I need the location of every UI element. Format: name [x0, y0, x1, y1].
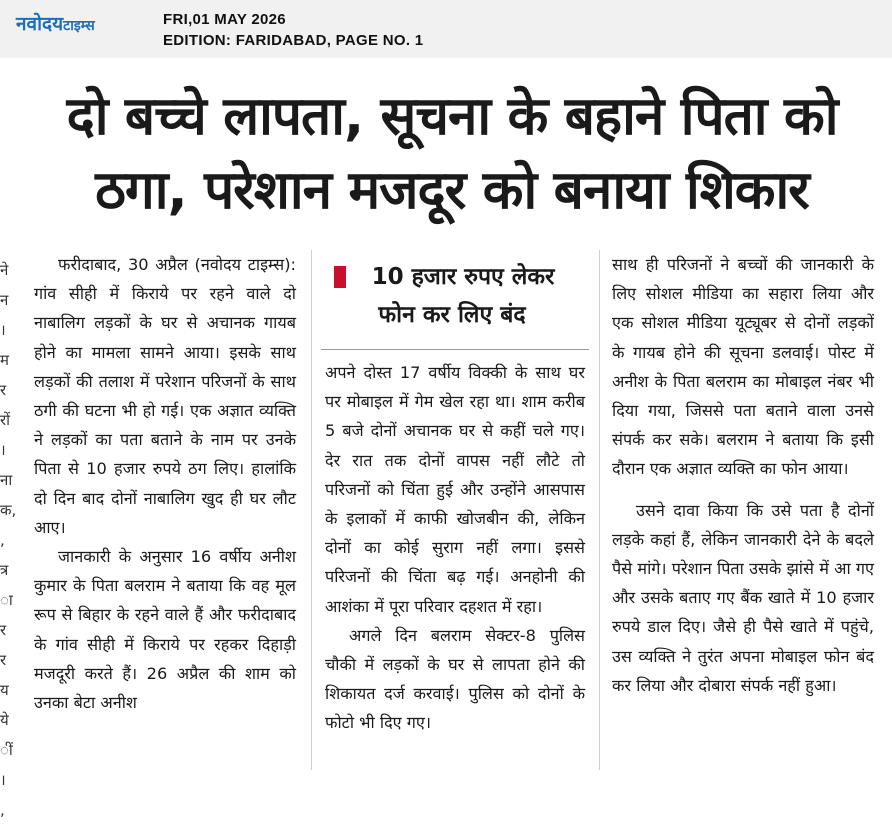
edition-date: FRI,01 MAY 2026: [163, 11, 286, 28]
clipped-text-fragment: ीं: [0, 741, 13, 759]
clipped-text-fragment: ने: [0, 261, 9, 279]
paragraph: फरीदाबाद, 30 अप्रैल (नवोदय टाइम्स): गांव सीही में किराये पर रहने वाले दो नाबालिग लड़कों के घर से अचानक गायब होने का मामला सामने आया। इसके साथ लड़कों की तलाश में परेशान परिजनों के साथ ठगी की घटना भी हो गई। एक अज्ञात व्यक्ति ने लड़कों का पता बताने के नाम पर उनके पिता से 10 हजार रुपये ठग लिए। हालांकि दो दिन बाद दोनों नाबालिग खुद ही घर लौट आए।: [34, 255, 296, 537]
clipped-text-fragment: य: [0, 681, 9, 699]
paragraph: साथ ही परिजनों ने बच्चों की जानकारी के लिए सोशल मीडिया का सहारा लिया और एक सोशल मीडिया यूट्यूबर से दोनों लड़कों के गायब होने की सूचना डलवाई। पोस्ट में अनीश के पिता बलराम का मोबाइल नंबर भी दिया गया, जिससे पता बताने वाला उनसे संपर्क कर सके। बलराम ने बताया कि इसी दौरान एक अज्ञात व्यक्ति का फोन आया।: [612, 255, 874, 479]
clipped-text-fragment: ।: [0, 771, 6, 789]
clipped-text-fragment: र: [0, 621, 7, 639]
newspaper-logo[interactable]: [16, 10, 95, 36]
headline-line-1: दो बच्चे लापता, सूचना के बहाने पिता को: [66, 86, 838, 147]
clipped-text-fragment: ये: [0, 711, 9, 729]
subheading-line-1: 10 हजार रुपए लेकर: [371, 264, 555, 290]
article-column-2: [325, 358, 585, 738]
clipped-text-fragment: र: [0, 651, 7, 669]
paragraph: उसने दावा किया कि उसे पता है दोनों लड़के कहां हैं, लेकिन जानकारी देने के बदले पैसे मांगे। परेशान पिता उसके झांसे में आ गए और उसके बताए गए बैंक खाते में 10 हजार रुपये डाल दिए। जैसे ही पैसे खाते में पहुंचे, उस व्यक्ति ने तुरंत अपना मोबाइल फोन बंद कर लिया और दोबारा संपर्क नहीं हुआ।: [612, 500, 874, 695]
article-headline: [22, 80, 882, 228]
edition-meta: [163, 9, 423, 51]
subheading-underline: [321, 349, 589, 350]
clipped-text-fragment: ा: [0, 591, 13, 609]
clipped-text-fragment: ,: [0, 801, 5, 819]
clipped-text-fragment: र: [0, 381, 7, 399]
clipped-text-fragment: त्र: [0, 561, 9, 579]
paragraph: अपने दोस्त 17 वर्षीय विक्की के साथ घर पर मोबाइल में गेम खेल रहा था। शाम करीब 5 बजे दोनों अचानक घर से कहीं चले गए। देर रात तक दोनों वापस नहीं लौटे तो परिजनों को चिंता हुई और उन्होंने आसपास के इलाकों में काफी खोजबीन की, लेकिन दोनों का कोई सुराग नहीं लगा। इससे परिजनों की चिंता बढ़ गई। अनहोनी की आशंका में पूरा परिवार दहशत में रहा।: [325, 363, 585, 616]
clipped-text-fragment: ना: [0, 471, 13, 489]
paragraph: अगले दिन बलराम सेक्टर-8 पुलिस चौकी में लड़कों के घर से लापता होने की शिकायत दर्ज करवाई। पुलिस को दोनों के फोटो भी दिए गए।: [325, 625, 585, 733]
headline-line-2: ठगा, परेशान मजदूर को बनाया शिकार: [95, 160, 809, 221]
article-column-3: [612, 250, 874, 700]
clipped-text-fragment: ।: [0, 441, 6, 459]
logo-sub-text: टाइम्स: [63, 18, 95, 34]
clipped-text-fragment: ,: [0, 531, 5, 549]
adjacent-article-clipped: [0, 255, 17, 819]
column-divider: [599, 250, 600, 770]
column-divider: [311, 250, 312, 770]
subheading-line-2: फोन कर लिए बंद: [378, 302, 526, 328]
clipped-text-fragment: रों: [0, 411, 11, 429]
red-bullet-icon: [334, 266, 346, 288]
article-column-1: [34, 250, 296, 717]
clipped-text-fragment: म: [0, 351, 9, 369]
logo-main-text: नवोदय: [16, 13, 64, 35]
clipped-text-fragment: क,: [0, 501, 17, 519]
clipped-text-fragment: न: [0, 291, 9, 309]
edition-page: EDITION: FARIDABAD, PAGE NO. 1: [163, 32, 424, 49]
clipped-text-fragment: ।: [0, 321, 6, 339]
masthead-bar: [0, 0, 892, 58]
subheading-box: [326, 258, 578, 342]
paragraph: जानकारी के अनुसार 16 वर्षीय अनीश कुमार के पिता बलराम ने बताया कि वह मूल रूप से बिहार के रहने वाले हैं और फरीदाबाद के गांव सीही में किराये पर रहकर दिहाड़ी मजदूरी करते हैं। 26 अप्रैल की शाम को उनका बेटा अनीश: [34, 547, 296, 713]
